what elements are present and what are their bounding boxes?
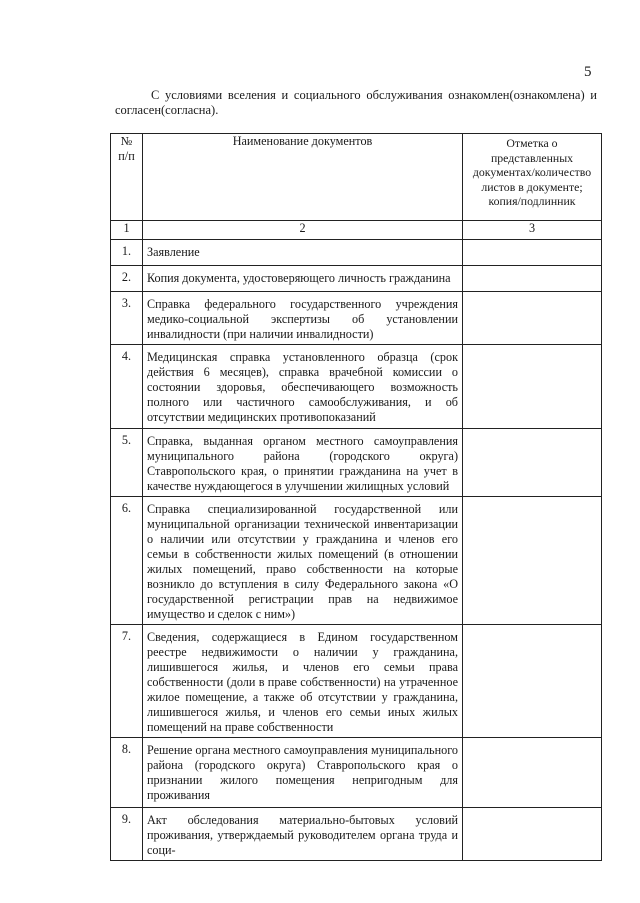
- table-row: [111, 345, 602, 429]
- documents-table: [110, 133, 602, 861]
- document-mark[interactable]: [463, 625, 602, 738]
- table-header-row: [111, 134, 602, 221]
- table-row: [111, 429, 602, 497]
- document-mark[interactable]: [463, 808, 602, 861]
- document-name: Копия документа, удостоверяющего личность гражданина: [143, 266, 463, 292]
- table-row: [111, 625, 602, 738]
- header-name: Наименование документов: [143, 134, 463, 221]
- document-name: Медицинская справка установленного образца (срок действия 6 месяцев), справка врачебной комиссии о состоянии здоровья, обеспечивающего возможность полного или частичного самообслуживания, и об отсутствии медицинских противопоказаний: [143, 345, 463, 429]
- column-number: 3: [463, 221, 602, 240]
- intro-paragraph: С условиями вселения и социального обслуживания ознакомлен(ознакомлена) и согласен(согласна).: [115, 88, 597, 117]
- document-name: Справка специализированной государственной или муниципальной организации технической инвентаризации о наличии или отсутствии у гражданина и членов его семьи в собственности жилых помещений (в отношении жилых помещений, право собственности на которые возникло до вступления в силу Федерального закона «О государственной регистрации прав на недвижимое имущество и сделок с ним»): [143, 497, 463, 625]
- table-row: [111, 266, 602, 292]
- header-mark: Отметка о представленных документах/количество листов в документе; копия/подлинник: [463, 134, 602, 221]
- document-mark[interactable]: [463, 345, 602, 429]
- row-number: 5.: [111, 429, 143, 497]
- row-number: 3.: [111, 292, 143, 345]
- document-mark[interactable]: [463, 240, 602, 266]
- table-row: [111, 240, 602, 266]
- document-mark[interactable]: [463, 266, 602, 292]
- row-number: 1.: [111, 240, 143, 266]
- row-number: 7.: [111, 625, 143, 738]
- column-number: 2: [143, 221, 463, 240]
- row-number: 8.: [111, 738, 143, 808]
- row-number: 6.: [111, 497, 143, 625]
- column-number-row: [111, 221, 602, 240]
- table-row: [111, 292, 602, 345]
- table-row: [111, 808, 602, 861]
- row-number: 4.: [111, 345, 143, 429]
- row-number: 2.: [111, 266, 143, 292]
- document-mark[interactable]: [463, 292, 602, 345]
- document-name: Сведения, содержащиеся в Едином государственном реестре недвижимости о наличии у гражданина, лишившегося жилья, и членов его семьи права собственности (доли в праве собственности) на утраченное жилое помещение, а также об отсутствии у гражданина, лишившегося жилья, и членов его семьи иных жилых помещений на праве собственности: [143, 625, 463, 738]
- document-name: Справка федерального государственного учреждения медико-социальной экспертизы об установлении инвалидности (при наличии инвалидности): [143, 292, 463, 345]
- document-name: Решение органа местного самоуправления муниципального района (городского округа) Ставропольского края о признании жилого помещения непригодным для проживания: [143, 738, 463, 808]
- document-name: Заявление: [143, 240, 463, 266]
- column-number: 1: [111, 221, 143, 240]
- document-mark[interactable]: [463, 497, 602, 625]
- row-number: 9.: [111, 808, 143, 861]
- document-mark[interactable]: [463, 738, 602, 808]
- document-name: Справка, выданная органом местного самоуправления муниципального района (городского округа) Ставропольского края, о принятии гражданина на учет в качестве нуждающегося в улучшении жилищных условий: [143, 429, 463, 497]
- header-num: № п/п: [111, 134, 143, 221]
- document-mark[interactable]: [463, 429, 602, 497]
- table-row: [111, 738, 602, 808]
- page-number: 5: [584, 64, 592, 80]
- document-name: Акт обследования материально-бытовых условий проживания, утверждаемый руководителем органа труда и соци-: [143, 808, 463, 861]
- table-row: [111, 497, 602, 625]
